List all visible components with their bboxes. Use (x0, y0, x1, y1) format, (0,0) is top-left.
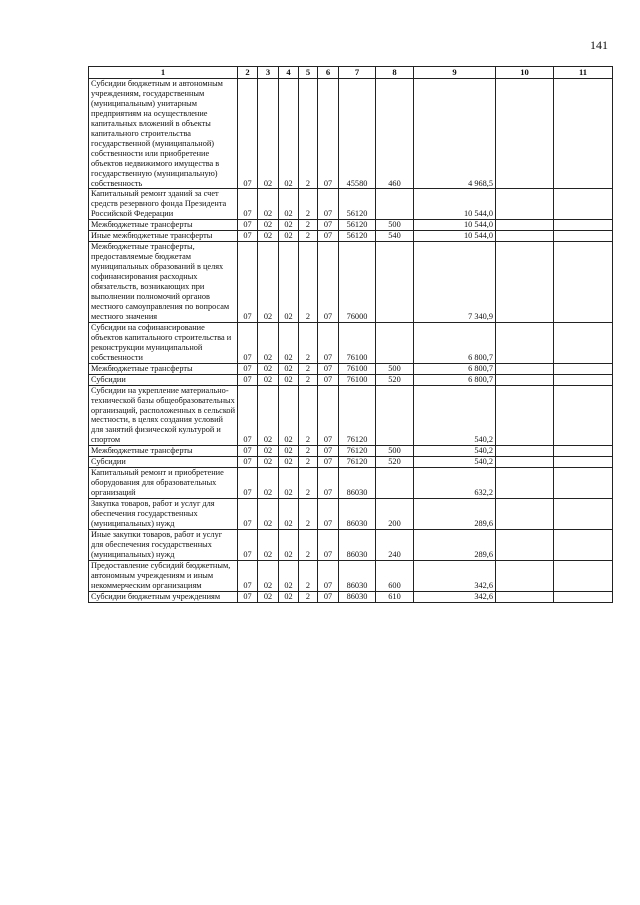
target-code-cell: 76100 (339, 363, 376, 374)
event-cell: 07 (318, 374, 339, 385)
row-name-cell: Субсидии (89, 457, 238, 468)
section-cell: 07 (238, 322, 258, 363)
subprogram-cell: 2 (299, 499, 318, 530)
row-name-cell: Субсидии бюджетным и автономным учреждениям, государственным (муниципальным) унитарным предприятиям на осуществление капитальных вложений в объекты капитального строительства государственной (муниципальной) собственности или приобретение объектов недвижимого имущества в государственную (муниципальную) собственность (89, 79, 238, 189)
subprogram-cell: 2 (299, 446, 318, 457)
target-code-cell: 86030 (339, 591, 376, 602)
table-row (89, 231, 613, 242)
col11-cell (554, 242, 613, 323)
target-code-cell: 86030 (339, 560, 376, 591)
section-cell: 07 (238, 189, 258, 220)
amount-cell: 10 544,0 (414, 220, 496, 231)
event-cell: 07 (318, 529, 339, 560)
subsection-cell: 02 (258, 242, 279, 323)
program-cell: 02 (279, 79, 299, 189)
subprogram-cell: 2 (299, 374, 318, 385)
table-row (89, 79, 613, 189)
page-number: 141 (590, 38, 608, 52)
header-cell: 4 (279, 67, 299, 79)
table-row (89, 385, 613, 446)
expense-type-cell: 460 (376, 79, 414, 189)
header-cell: 3 (258, 67, 279, 79)
program-cell: 02 (279, 322, 299, 363)
section-cell: 07 (238, 446, 258, 457)
col10-cell (496, 499, 554, 530)
event-cell: 07 (318, 468, 339, 499)
row-name-cell: Капитальный ремонт и приобретение оборудования для образовательных организаций (89, 468, 238, 499)
event-cell: 07 (318, 560, 339, 591)
subsection-cell: 02 (258, 363, 279, 374)
table-row (89, 468, 613, 499)
target-code-cell: 76120 (339, 446, 376, 457)
col10-cell (496, 189, 554, 220)
expense-type-cell: 610 (376, 591, 414, 602)
amount-cell: 289,6 (414, 529, 496, 560)
subprogram-cell: 2 (299, 385, 318, 446)
subprogram-cell: 2 (299, 220, 318, 231)
header-cell: 11 (554, 67, 613, 79)
col11-cell (554, 457, 613, 468)
col11-cell (554, 499, 613, 530)
col11-cell (554, 79, 613, 189)
col10-cell (496, 591, 554, 602)
program-cell: 02 (279, 457, 299, 468)
subsection-cell: 02 (258, 322, 279, 363)
program-cell: 02 (279, 363, 299, 374)
expense-type-cell: 520 (376, 374, 414, 385)
row-name-cell: Иные закупки товаров, работ и услуг для обеспечения государственных (муниципальных) нужд (89, 529, 238, 560)
row-name-cell: Закупка товаров, работ и услуг для обеспечения государственных (муниципальных) нужд (89, 499, 238, 530)
header-cell: 6 (318, 67, 339, 79)
table-row (89, 363, 613, 374)
expense-type-cell: 240 (376, 529, 414, 560)
subprogram-cell: 2 (299, 242, 318, 323)
target-code-cell: 86030 (339, 499, 376, 530)
col10-cell (496, 457, 554, 468)
event-cell: 07 (318, 457, 339, 468)
expense-type-cell (376, 468, 414, 499)
amount-cell: 342,6 (414, 560, 496, 591)
program-cell: 02 (279, 374, 299, 385)
expense-type-cell: 500 (376, 446, 414, 457)
amount-cell: 6 800,7 (414, 363, 496, 374)
header-cell: 9 (414, 67, 496, 79)
header-cell: 8 (376, 67, 414, 79)
target-code-cell: 56120 (339, 189, 376, 220)
expense-type-cell: 200 (376, 499, 414, 530)
event-cell: 07 (318, 231, 339, 242)
section-cell: 07 (238, 363, 258, 374)
header-cell: 5 (299, 67, 318, 79)
section-cell: 07 (238, 499, 258, 530)
row-name-cell: Субсидии бюджетным учреждениям (89, 591, 238, 602)
expense-type-cell (376, 189, 414, 220)
subsection-cell: 02 (258, 468, 279, 499)
event-cell: 07 (318, 385, 339, 446)
target-code-cell: 76000 (339, 242, 376, 323)
subprogram-cell: 2 (299, 468, 318, 499)
program-cell: 02 (279, 468, 299, 499)
program-cell: 02 (279, 189, 299, 220)
col11-cell (554, 189, 613, 220)
col11-cell (554, 231, 613, 242)
row-name-cell: Межбюджетные трансферты, предоставляемые бюджетам муниципальных образований в целях софинансирования расходных обязательств, возникающих при выполнении полномочий органов местного самоуправления по вопросам местного значения (89, 242, 238, 323)
event-cell: 07 (318, 591, 339, 602)
event-cell: 07 (318, 242, 339, 323)
amount-cell: 342,6 (414, 591, 496, 602)
col10-cell (496, 79, 554, 189)
amount-cell: 540,2 (414, 446, 496, 457)
subprogram-cell: 2 (299, 363, 318, 374)
table-row (89, 220, 613, 231)
target-code-cell: 56120 (339, 220, 376, 231)
col10-cell (496, 374, 554, 385)
col11-cell (554, 374, 613, 385)
table-row (89, 499, 613, 530)
amount-cell: 10 544,0 (414, 189, 496, 220)
amount-cell: 540,2 (414, 457, 496, 468)
program-cell: 02 (279, 446, 299, 457)
expense-type-cell: 600 (376, 560, 414, 591)
amount-cell: 632,2 (414, 468, 496, 499)
subprogram-cell: 2 (299, 529, 318, 560)
col10-cell (496, 322, 554, 363)
row-name-cell: Межбюджетные трансферты (89, 446, 238, 457)
event-cell: 07 (318, 446, 339, 457)
subsection-cell: 02 (258, 79, 279, 189)
target-code-cell: 76100 (339, 322, 376, 363)
amount-cell: 6 800,7 (414, 322, 496, 363)
col10-cell (496, 220, 554, 231)
table-row (89, 374, 613, 385)
col10-cell (496, 468, 554, 499)
program-cell: 02 (279, 231, 299, 242)
section-cell: 07 (238, 591, 258, 602)
expense-type-cell: 500 (376, 363, 414, 374)
col10-cell (496, 231, 554, 242)
section-cell: 07 (238, 220, 258, 231)
target-code-cell: 76120 (339, 457, 376, 468)
section-cell: 07 (238, 385, 258, 446)
subprogram-cell: 2 (299, 79, 318, 189)
section-cell: 07 (238, 560, 258, 591)
subsection-cell: 02 (258, 189, 279, 220)
subsection-cell: 02 (258, 374, 279, 385)
event-cell: 07 (318, 79, 339, 189)
row-name-cell: Межбюджетные трансферты (89, 363, 238, 374)
col10-cell (496, 529, 554, 560)
row-name-cell: Субсидии (89, 374, 238, 385)
target-code-cell: 56120 (339, 231, 376, 242)
row-name-cell: Субсидии на укрепление материально-технической базы общеобразовательных организаций, расположенных в сельской местности, в целях создания условий для занятий физической культурой и спортом (89, 385, 238, 446)
subsection-cell: 02 (258, 385, 279, 446)
table-row (89, 560, 613, 591)
header-cell: 7 (339, 67, 376, 79)
col11-cell (554, 220, 613, 231)
expense-type-cell: 520 (376, 457, 414, 468)
subsection-cell: 02 (258, 529, 279, 560)
expense-type-cell: 500 (376, 220, 414, 231)
subsection-cell: 02 (258, 591, 279, 602)
col11-cell (554, 385, 613, 446)
program-cell: 02 (279, 385, 299, 446)
program-cell: 02 (279, 242, 299, 323)
header-row (89, 67, 613, 79)
header-cell: 10 (496, 67, 554, 79)
subprogram-cell: 2 (299, 322, 318, 363)
section-cell: 07 (238, 242, 258, 323)
program-cell: 02 (279, 499, 299, 530)
row-name-cell: Иные межбюджетные трансферты (89, 231, 238, 242)
table-row (89, 446, 613, 457)
section-cell: 07 (238, 79, 258, 189)
subprogram-cell: 2 (299, 560, 318, 591)
program-cell: 02 (279, 560, 299, 591)
col10-cell (496, 446, 554, 457)
col11-cell (554, 560, 613, 591)
col11-cell (554, 591, 613, 602)
section-cell: 07 (238, 529, 258, 560)
event-cell: 07 (318, 322, 339, 363)
amount-cell: 4 968,5 (414, 79, 496, 189)
table-row (89, 189, 613, 220)
target-code-cell: 76100 (339, 374, 376, 385)
row-name-cell: Субсидии на софинансирование объектов капитального строительства и реконструкции муниципальной собственности (89, 322, 238, 363)
subsection-cell: 02 (258, 457, 279, 468)
subprogram-cell: 2 (299, 457, 318, 468)
subsection-cell: 02 (258, 220, 279, 231)
col11-cell (554, 529, 613, 560)
amount-cell: 6 800,7 (414, 374, 496, 385)
amount-cell: 7 340,9 (414, 242, 496, 323)
subprogram-cell: 2 (299, 591, 318, 602)
expense-type-cell: 540 (376, 231, 414, 242)
col10-cell (496, 560, 554, 591)
subsection-cell: 02 (258, 231, 279, 242)
event-cell: 07 (318, 220, 339, 231)
budget-table (88, 66, 613, 603)
event-cell: 07 (318, 189, 339, 220)
target-code-cell: 45580 (339, 79, 376, 189)
program-cell: 02 (279, 591, 299, 602)
section-cell: 07 (238, 468, 258, 499)
expense-type-cell (376, 322, 414, 363)
table-row (89, 529, 613, 560)
program-cell: 02 (279, 529, 299, 560)
col11-cell (554, 468, 613, 499)
subprogram-cell: 2 (299, 231, 318, 242)
event-cell: 07 (318, 363, 339, 374)
amount-cell: 10 544,0 (414, 231, 496, 242)
target-code-cell: 86030 (339, 468, 376, 499)
expense-type-cell (376, 242, 414, 323)
subsection-cell: 02 (258, 446, 279, 457)
subsection-cell: 02 (258, 499, 279, 530)
expense-type-cell (376, 385, 414, 446)
section-cell: 07 (238, 374, 258, 385)
row-name-cell: Межбюджетные трансферты (89, 220, 238, 231)
row-name-cell: Капитальный ремонт зданий за счет средств резервного фонда Президента Российской Федерации (89, 189, 238, 220)
amount-cell: 540,2 (414, 385, 496, 446)
table-row (89, 322, 613, 363)
target-code-cell: 76120 (339, 385, 376, 446)
header-cell: 1 (89, 67, 238, 79)
section-cell: 07 (238, 231, 258, 242)
col11-cell (554, 446, 613, 457)
table-row (89, 591, 613, 602)
subsection-cell: 02 (258, 560, 279, 591)
col10-cell (496, 242, 554, 323)
header-cell: 2 (238, 67, 258, 79)
col10-cell (496, 385, 554, 446)
amount-cell: 289,6 (414, 499, 496, 530)
target-code-cell: 86030 (339, 529, 376, 560)
col10-cell (496, 363, 554, 374)
col11-cell (554, 322, 613, 363)
event-cell: 07 (318, 499, 339, 530)
section-cell: 07 (238, 457, 258, 468)
subprogram-cell: 2 (299, 189, 318, 220)
table-row (89, 457, 613, 468)
program-cell: 02 (279, 220, 299, 231)
col11-cell (554, 363, 613, 374)
row-name-cell: Предоставление субсидий бюджетным, автономным учреждениям и иным некоммерческим организациям (89, 560, 238, 591)
table-row (89, 242, 613, 323)
